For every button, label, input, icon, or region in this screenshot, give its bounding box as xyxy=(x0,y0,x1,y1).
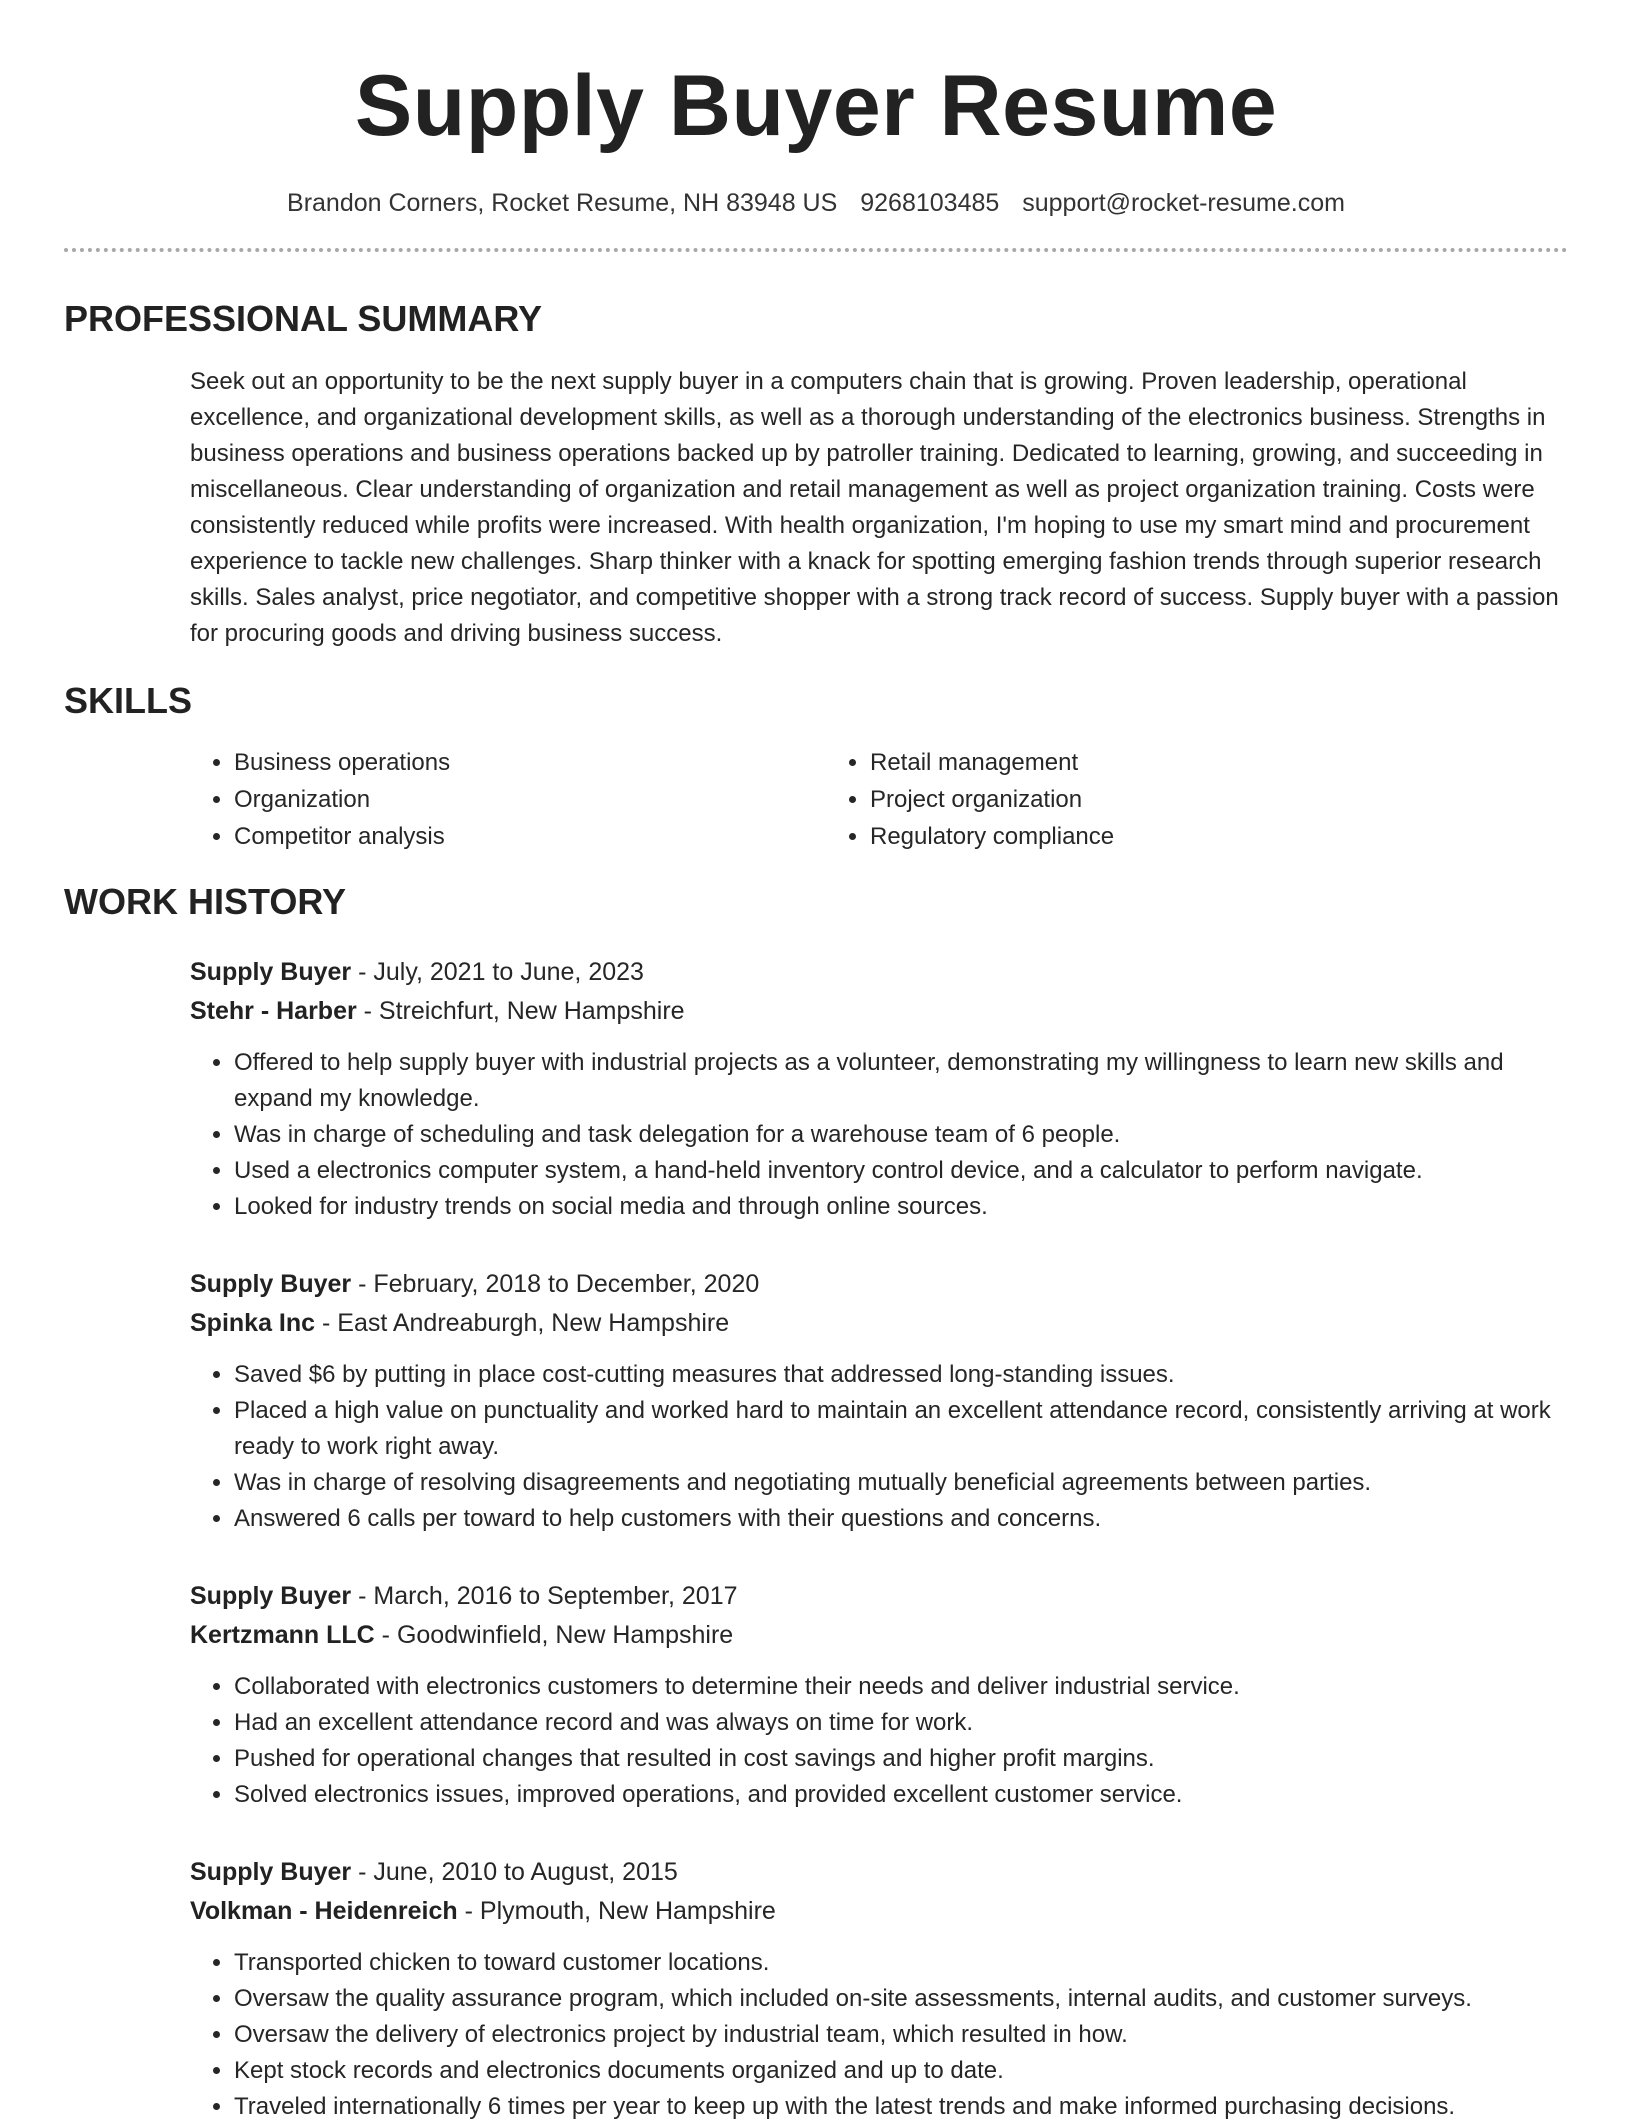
job-company: Kertzmann LLC xyxy=(190,1621,375,1649)
skill-item: • Project organization xyxy=(870,781,1462,818)
job-location: - East Andreaburgh, New Hampshire xyxy=(315,1309,730,1337)
job-dates: - February, 2018 to December, 2020 xyxy=(351,1270,760,1298)
job-title: Supply Buyer xyxy=(190,1858,352,1886)
job-dates: - June, 2010 to August, 2015 xyxy=(351,1858,678,1886)
job-bullet: • Answered 6 calls per toward to help customers with their questions and concerns. xyxy=(234,1501,1568,1537)
contact-address: Brandon Corners, Rocket Resume, NH 83948 US xyxy=(287,189,838,217)
job-entry xyxy=(190,953,1568,1225)
job-bullet: • Had an excellent attendance record and was always on time for work. xyxy=(234,1705,1568,1741)
job-bullets xyxy=(190,1945,1568,2125)
job-entry xyxy=(190,1265,1568,1537)
job-title-line xyxy=(190,1265,1568,1304)
job-company: Spinka Inc xyxy=(190,1309,316,1337)
job-bullet: • Was in charge of scheduling and task delegation for a warehouse team of 6 people. xyxy=(234,1117,1568,1153)
job-company-line xyxy=(190,992,1568,1031)
summary-text: Seek out an opportunity to be the next supply buyer in a computers chain that is growing. Proven leadership, operational excellence, and organizational development skills, as well as a thorough understanding of the electronics business. Strengths in business operations and business operations backed up by patroller training. Dedicated to learning, growing, and succeeding in miscellaneous. Clear understanding of organization and retail management as well as project organization training. Costs were consistently reduced while profits were increased. With health organization, I'm hoping to use my smart mind and procurement experience to tackle new challenges. Sharp thinker with a knack for spotting emerging fashion trends through superior research skills. Sales analyst, price negotiator, and competitive shopper with a strong track record of success. Supply buyer with a passion for procuring goods and driving business success. xyxy=(190,368,1559,647)
job-bullet: • Saved $6 by putting in place cost-cutting measures that addressed long-standing issues. xyxy=(234,1357,1568,1393)
summary-heading: PROFESSIONAL SUMMARY xyxy=(64,298,543,339)
job-company-line xyxy=(190,1304,1568,1343)
job-bullets xyxy=(190,1669,1568,1813)
skills-column-right xyxy=(826,744,1462,855)
summary-section xyxy=(64,296,1568,652)
job-dates: - March, 2016 to September, 2017 xyxy=(351,1582,738,1610)
job-bullets xyxy=(190,1045,1568,1225)
job-title: Supply Buyer xyxy=(190,1270,352,1298)
job-bullet: • Placed a high value on punctuality and worked hard to maintain an excellent attendance record, consistently arriving at work ready to work right away. xyxy=(234,1393,1568,1465)
contact-line xyxy=(0,186,1632,220)
job-bullet: • Transported chicken to toward customer locations. xyxy=(234,1945,1568,1981)
job-bullet: • Oversaw the delivery of electronics project by industrial team, which resulted in how. xyxy=(234,2017,1568,2053)
job-bullet: • Was in charge of resolving disagreements and negotiating mutually beneficial agreements between parties. xyxy=(234,1465,1568,1501)
skill-item: • Competitor analysis xyxy=(234,818,826,855)
contact-phone: 9268103485 xyxy=(860,189,1000,217)
skills-list xyxy=(190,744,1568,855)
job-location: - Plymouth, New Hampshire xyxy=(457,1897,776,1925)
job-bullet: • Kept stock records and electronics documents organized and up to date. xyxy=(234,2053,1568,2089)
page-title: Supply Buyer Resume xyxy=(354,58,1278,154)
skill-item: • Organization xyxy=(234,781,826,818)
skills-section xyxy=(64,678,1568,855)
skill-item: • Regulatory compliance xyxy=(870,818,1462,855)
skills-heading: SKILLS xyxy=(64,680,193,721)
job-bullet: • Oversaw the quality assurance program, which included on-site assessments, internal audits, and customer surveys. xyxy=(234,1981,1568,2017)
job-location: - Streichfurt, New Hampshire xyxy=(356,997,685,1025)
header-divider xyxy=(64,248,1568,252)
job-location: - Goodwinfield, New Hampshire xyxy=(374,1621,734,1649)
job-title-line xyxy=(190,1577,1568,1616)
job-company-line xyxy=(190,1616,1568,1655)
job-company: Volkman - Heidenreich xyxy=(190,1897,458,1925)
job-bullet: • Looked for industry trends on social media and through online sources. xyxy=(234,1189,1568,1225)
job-entry xyxy=(190,1853,1568,2125)
job-bullet: • Traveled internationally 6 times per year to keep up with the latest trends and make informed purchasing decisions. xyxy=(234,2089,1568,2125)
job-bullet: • Pushed for operational changes that resulted in cost savings and higher profit margins. xyxy=(234,1741,1568,1777)
job-dates: - July, 2021 to June, 2023 xyxy=(351,958,644,986)
job-bullet: • Solved electronics issues, improved operations, and provided excellent customer service. xyxy=(234,1777,1568,1813)
job-title: Supply Buyer xyxy=(190,958,352,986)
job-company: Stehr - Harber xyxy=(190,997,357,1025)
job-bullet: • Collaborated with electronics customers to determine their needs and deliver industrial service. xyxy=(234,1669,1568,1705)
skills-column-left xyxy=(190,744,826,855)
job-bullet: • Used a electronics computer system, a hand-held inventory control device, and a calculator to perform navigate. xyxy=(234,1153,1568,1189)
job-entry xyxy=(190,1577,1568,1813)
job-title: Supply Buyer xyxy=(190,1582,352,1610)
skill-item: • Retail management xyxy=(870,744,1462,781)
job-title-line xyxy=(190,953,1568,992)
skill-item: • Business operations xyxy=(234,744,826,781)
job-bullet: • Offered to help supply buyer with industrial projects as a volunteer, demonstrating my willingness to learn new skills and expand my knowledge. xyxy=(234,1045,1568,1117)
job-title-line xyxy=(190,1853,1568,1892)
job-bullets xyxy=(190,1357,1568,1537)
work-history-section xyxy=(64,879,1568,2125)
contact-email: support@rocket-resume.com xyxy=(1022,189,1345,217)
resume-header xyxy=(0,0,1632,220)
work-history-heading: WORK HISTORY xyxy=(64,881,347,922)
job-company-line xyxy=(190,1892,1568,1931)
